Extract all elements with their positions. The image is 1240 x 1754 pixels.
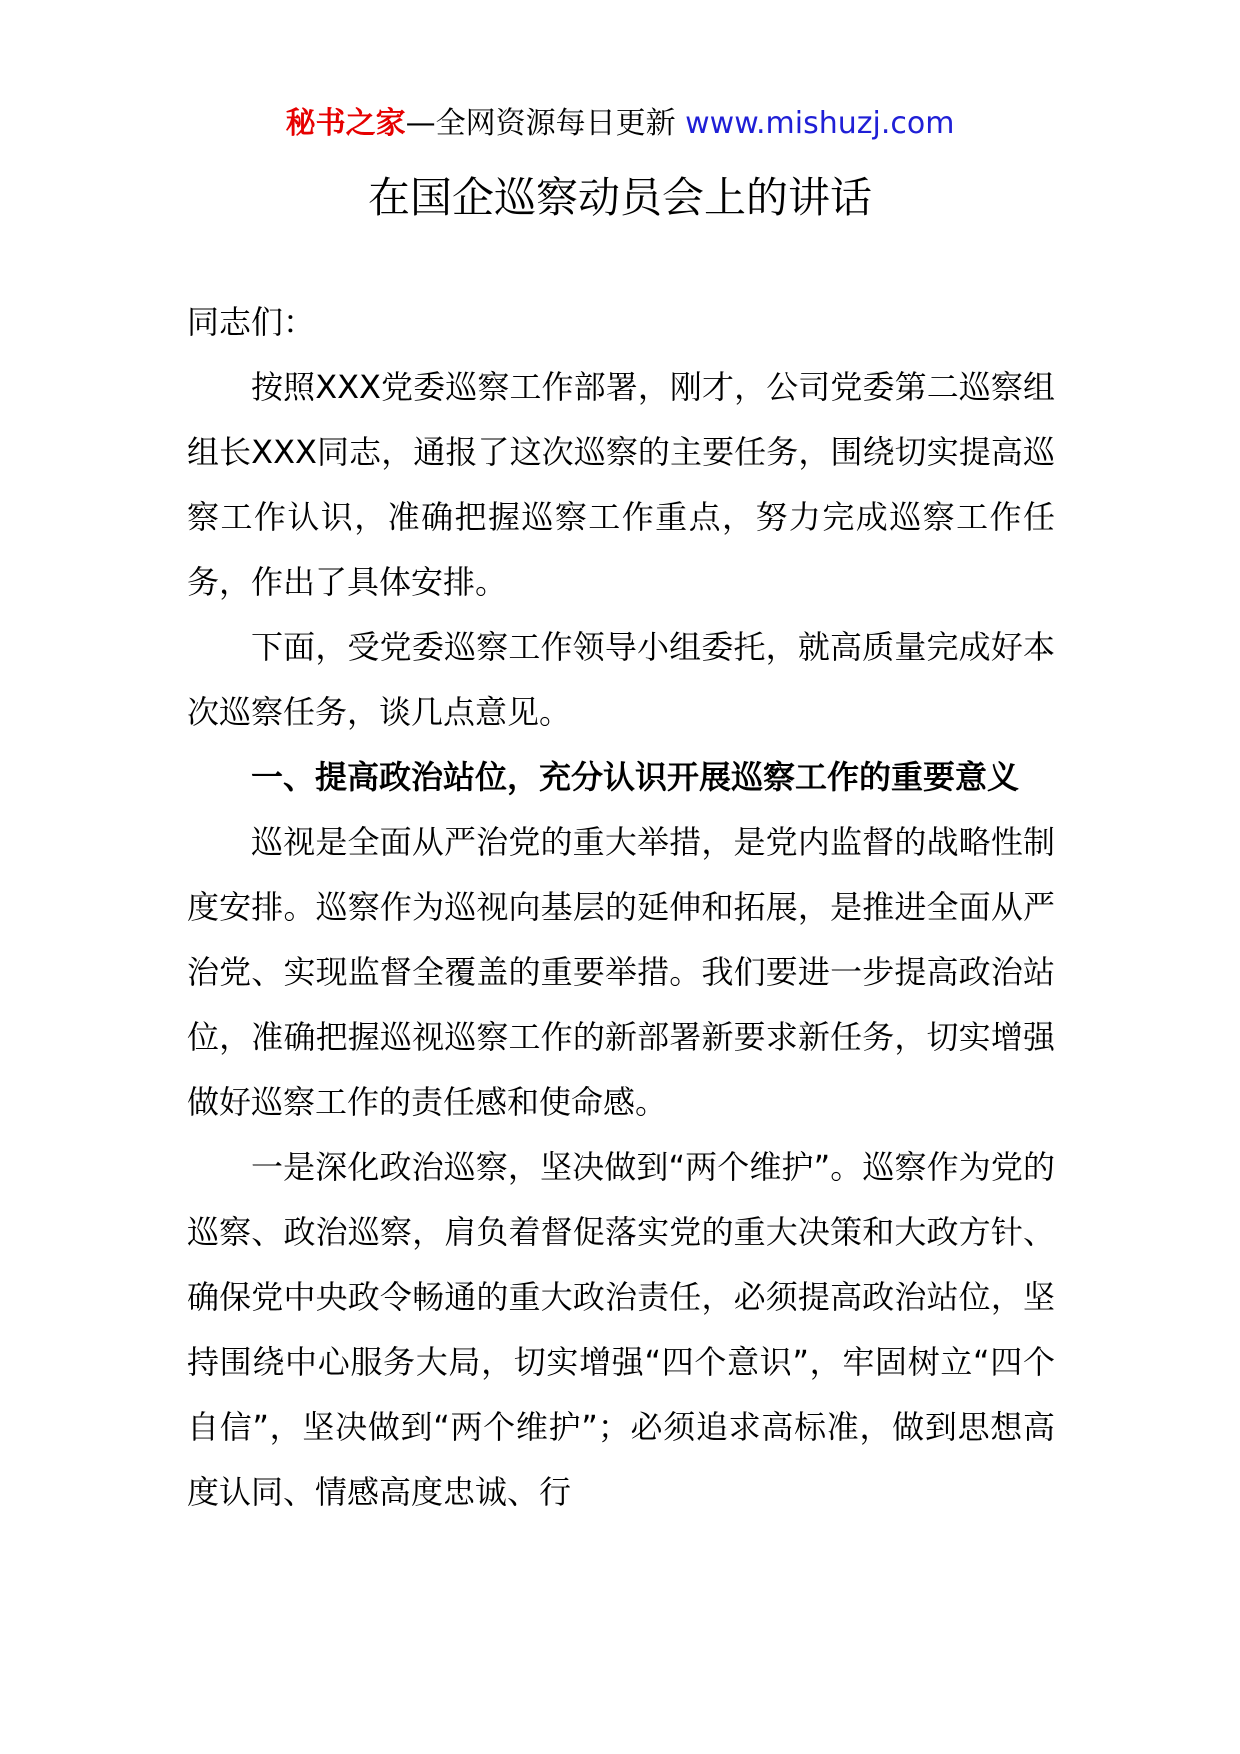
site-url-link[interactable]: www.mishuzj.com [685, 106, 955, 141]
body-paragraph: 下面，受党委巡察工作领导小组委托，就高质量完成好本次巡察任务，谈几点意见。 [187, 628, 1055, 731]
body-paragraph: 按照XXX党委巡察工作部署，刚才，公司党委第二巡察组组长XXX同志，通报了这次巡察的主要任务，围绕切实提高巡察工作认识，准确把握巡察工作重点，努力完成巡察工作任务，作出了具体安排。 [187, 368, 1055, 601]
salutation: 同志们： [187, 303, 316, 341]
document-body [187, 290, 1055, 1525]
body-paragraph: 巡视是全面从严治党的重大举措，是党内监督的战略性制度安排。巡察作为巡视向基层的延伸和拓展，是推进全面从严治党、实现监督全覆盖的重要举措。我们要进一步提高政治站位，准确把握巡视巡察工作的新部署新要求新任务，切实增强做好巡察工作的责任感和使命感。 [187, 823, 1055, 1121]
brand-name: 秘书之家 [285, 106, 406, 141]
section-heading: 一、提高政治站位，充分认识开展巡察工作的重要意义 [251, 758, 1020, 796]
header-tagline: —全网资源每日更新 [405, 106, 686, 141]
body-paragraph: 一是深化政治巡察，坚决做到“两个维护”。巡察作为党的巡察、政治巡察，肩负着督促落实党的重大决策和大政方针、确保党中央政令畅通的重大政治责任，必须提高政治站位，坚持围绕中心服务大局，切实增强“四个意识”，牢固树立“四个自信”，坚决做到“两个维护”；必须追求高标准，做到思想高度认同、情感高度忠诚、行 [187, 1148, 1055, 1511]
site-header [0, 100, 1240, 148]
document-title: 在国企巡察动员会上的讲话 [367, 173, 872, 222]
